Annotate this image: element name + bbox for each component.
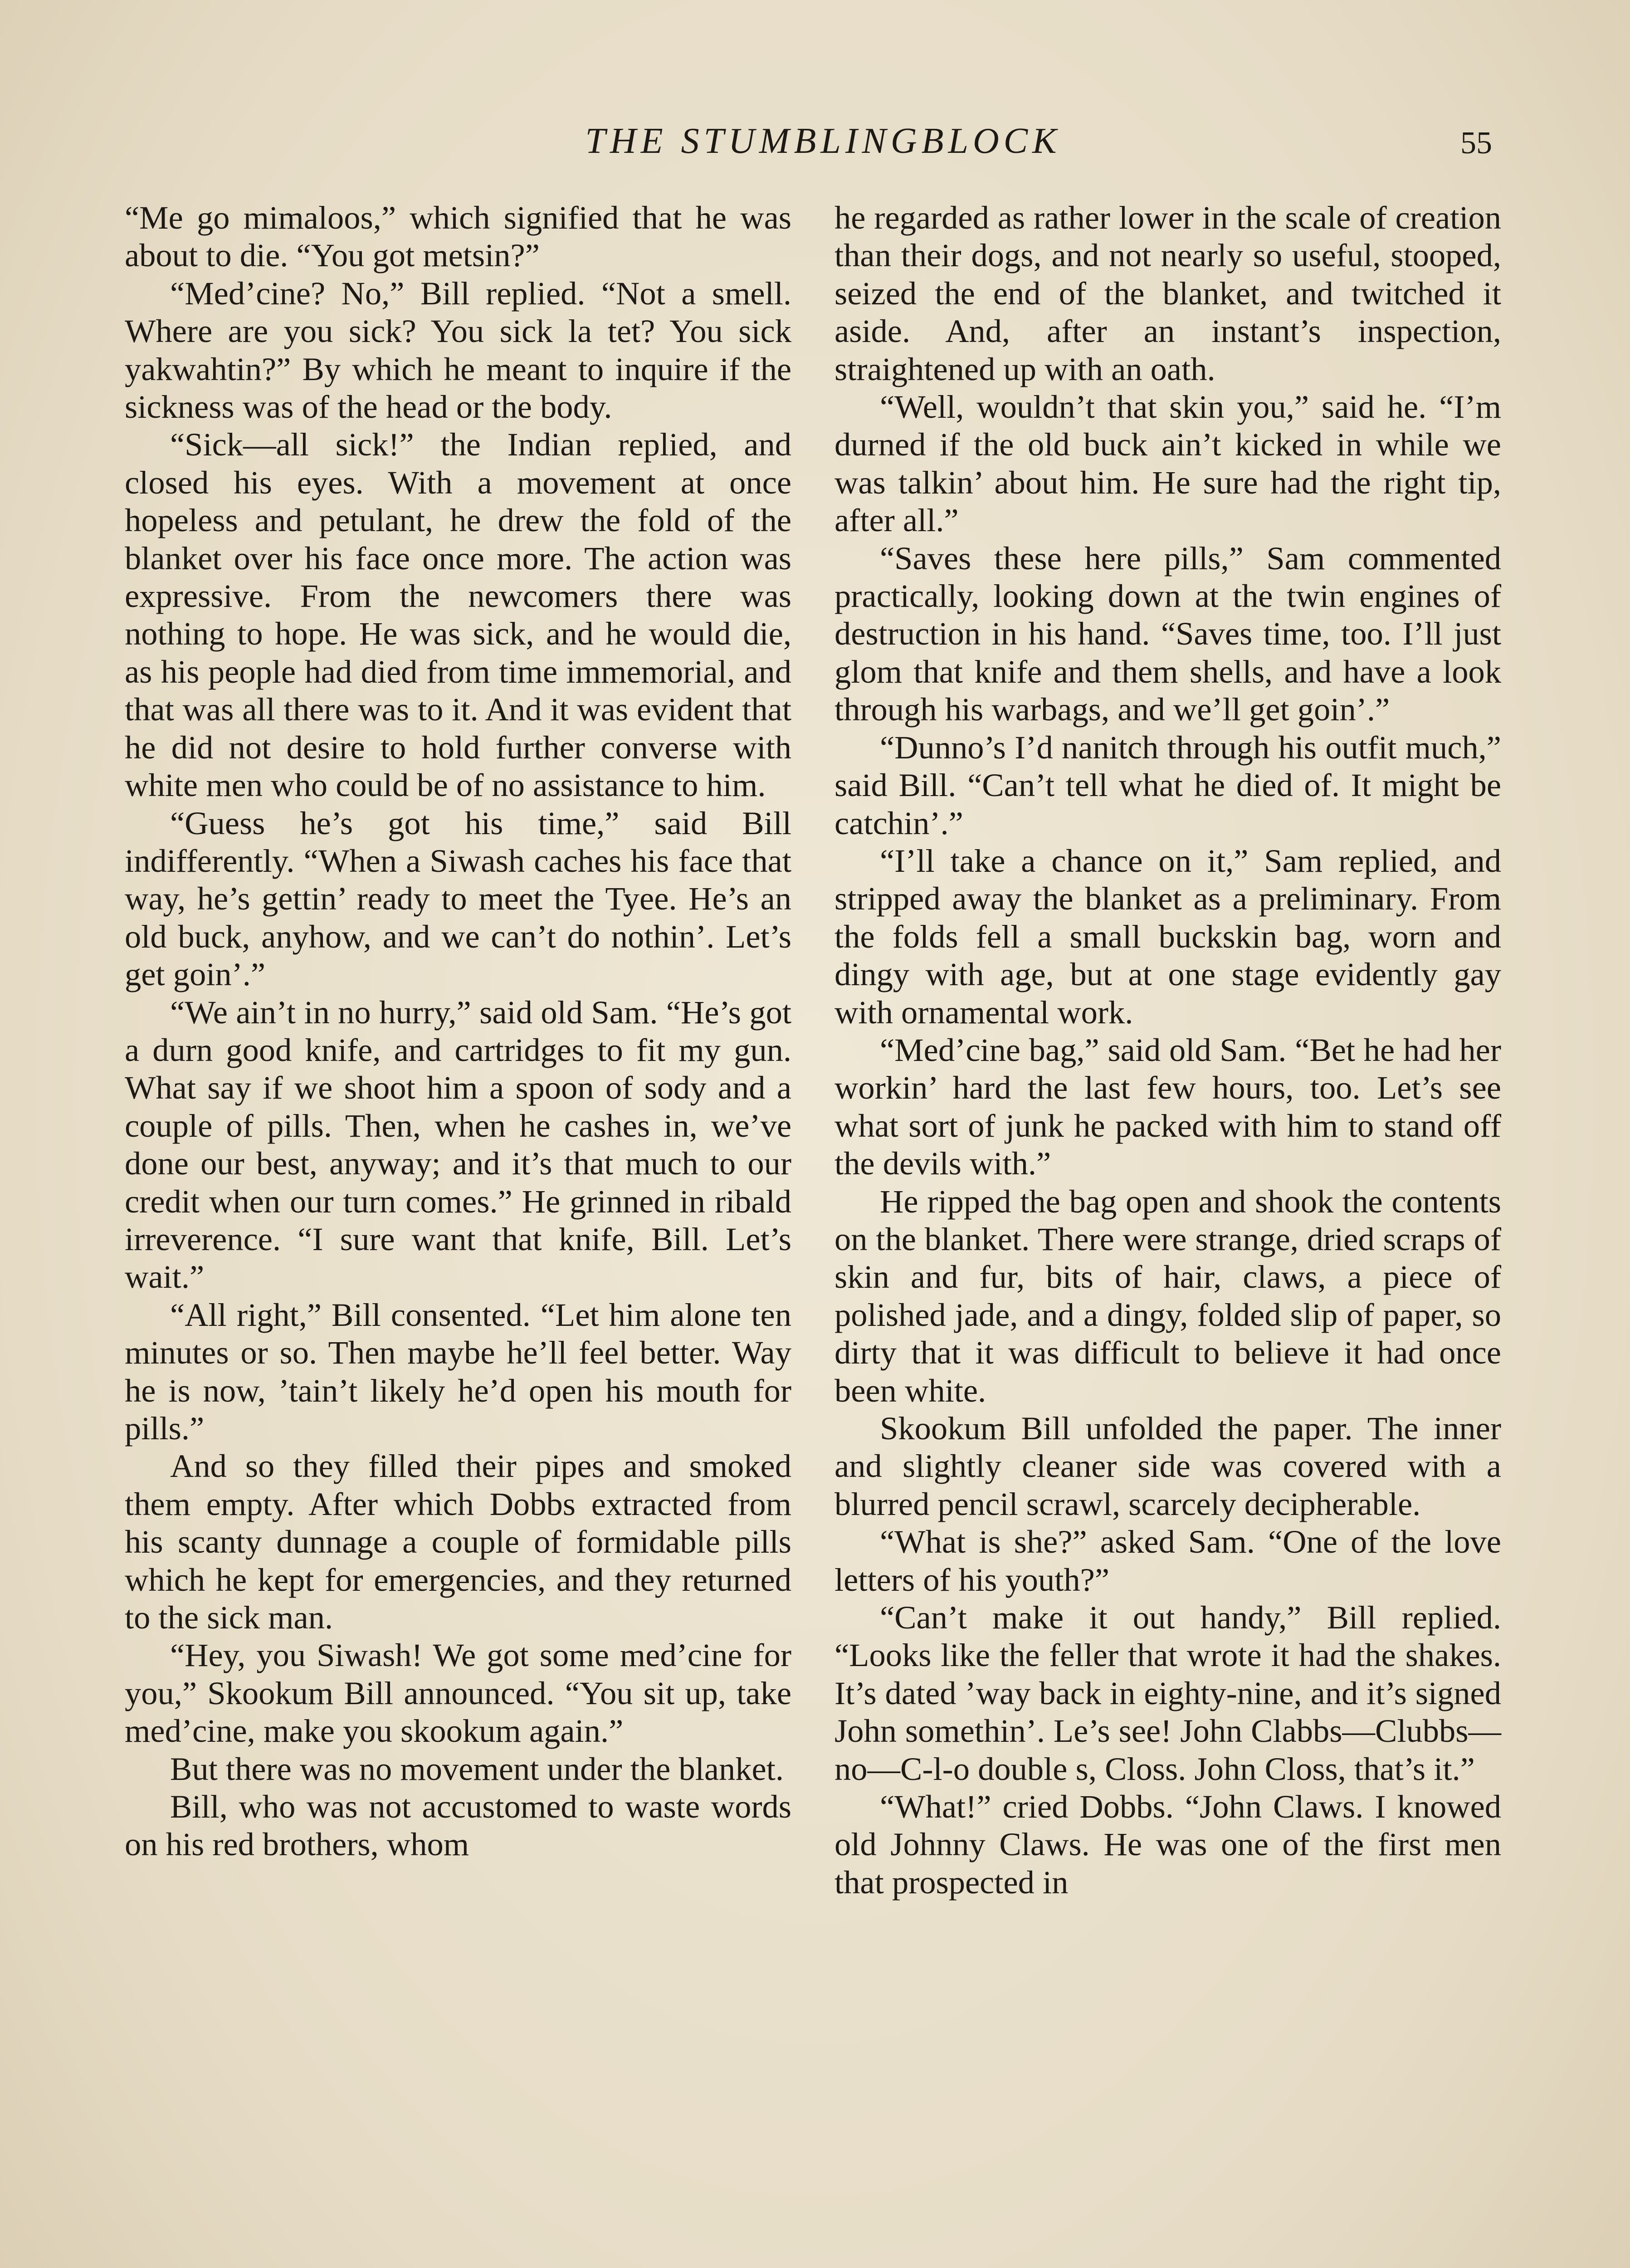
right-text-column: [835, 199, 1501, 1901]
left-text-column: [125, 199, 791, 1863]
paragraph: “What!” cried Dobbs. “John Claws. I knowed old Johnny Claws. He was one of the first men that prospected in: [835, 1788, 1501, 1901]
page-number: 55: [1460, 126, 1492, 161]
paragraph: “We ain’t in no hurry,” said old Sam. “He’s got a durn good knife, and cartridges to fit my gun. What say if we shoot him a spoon of sody and a couple of pills. Then, when he cashes in, we’ve done our best, anyway; and it’s that much to our credit when our turn comes.” He grinned in ribald irreverence. “I sure want that knife, Bill. Let’s wait.”: [125, 993, 791, 1295]
paragraph: “I’ll take a chance on it,” Sam replied, and stripped away the blanket as a preliminary. From the folds fell a small buckskin bag, worn and dingy with age, but at one stage evidently gay with ornamental work.: [835, 842, 1501, 1031]
running-title: THE STUMBLINGBLOCK: [585, 121, 1061, 161]
paragraph: “Dunno’s I’d nanitch through his outfit much,” said Bill. “Can’t tell what he died of. It might be catchin’.”: [835, 728, 1501, 841]
paragraph: “Sick—all sick!” the Indian replied, and closed his eyes. With a movement at once hopeless and petulant, he drew the fold of the blanket over his face once more. The action was expressive. From the newcomers there was nothing to hope. He was sick, and he would die, as his people had died from time immemorial, and that was all there was to it. And it was evident that he did not desire to hold further converse with white men who could be of no assistance to him.: [125, 426, 791, 804]
paragraph: he regarded as rather lower in the scale of creation than their dogs, and not nearly so useful, stooped, seized the end of the blanket, and twitched it aside. And, after an instant’s inspection, straightened up with an oath.: [835, 199, 1501, 387]
paragraph: “Med’cine bag,” said old Sam. “Bet he had her workin’ hard the last few hours, too. Let’s see what sort of junk he packed with him to stand off the devils with.”: [835, 1031, 1501, 1182]
paragraph: He ripped the bag open and shook the contents on the blanket. There were strange, dried scraps of skin and fur, bits of hair, claws, a piece of polished jade, and a dingy, folded slip of paper, so dirty that it was difficult to believe it had once been white.: [835, 1183, 1501, 1409]
paragraph: But there was no movement under the blanket.: [170, 1750, 784, 1787]
paragraph: Bill, who was not accustomed to waste words on his red brothers, whom: [125, 1788, 791, 1863]
paragraph: “Well, wouldn’t that skin you,” said he. “I’m durned if the old buck ain’t kicked in while we was talkin’ about him. He sure had the right tip, after all.”: [835, 388, 1501, 539]
paragraph: And so they filled their pipes and smoked them empty. After which Dobbs extracted from his scanty dunnage a couple of formidable pills which he kept for emergencies, and they returned to the sick man.: [125, 1447, 791, 1636]
paragraph: “What is she?” asked Sam. “One of the love letters of his youth?”: [835, 1523, 1501, 1598]
paragraph: Skookum Bill unfolded the paper. The inner and slightly cleaner side was covered with a blurred pencil scrawl, scarcely decipherable.: [835, 1410, 1501, 1522]
paragraph: “Saves these here pills,” Sam commented practically, looking down at the twin engines of destruction in his hand. “Saves time, too. I’ll just glom that knife and them shells, and have a look through his warbags, and we’ll get goin’.”: [835, 539, 1501, 728]
paragraph: “Me go mimaloos,” which signified that he was about to die. “You got metsin?”: [125, 199, 791, 274]
paragraph: “All right,” Bill consented. “Let him alone ten minutes or so. Then maybe he’ll feel better. Way he is now, ’tain’t likely he’d open his mouth for pills.”: [125, 1296, 791, 1447]
paragraph: “Guess he’s got his time,” said Bill indifferently. “When a Siwash caches his face that way, he’s gettin’ ready to meet the Tyee. He’s an old buck, anyhow, and we can’t do nothin’. Let’s get goin’.”: [125, 804, 791, 993]
paragraph: “Med’cine? No,” Bill replied. “Not a smell. Where are you sick? You sick la tet? You sick yakwahtin?” By which he meant to inquire if the sickness was of the head or the body.: [125, 274, 791, 425]
paragraph: “Hey, you Siwash! We got some med’cine for you,” Skookum Bill announced. “You sit up, take med’cine, make you skookum again.”: [125, 1637, 791, 1750]
paragraph: “Can’t make it out handy,” Bill replied. “Looks like the feller that wrote it had the shakes. It’s dated ’way back in eighty-nine, and it’s signed John somethin’. Le’s see! John Clabbs—Clubbs—no—C-l-o double s, Closs. John Closs, that’s it.”: [835, 1599, 1501, 1787]
